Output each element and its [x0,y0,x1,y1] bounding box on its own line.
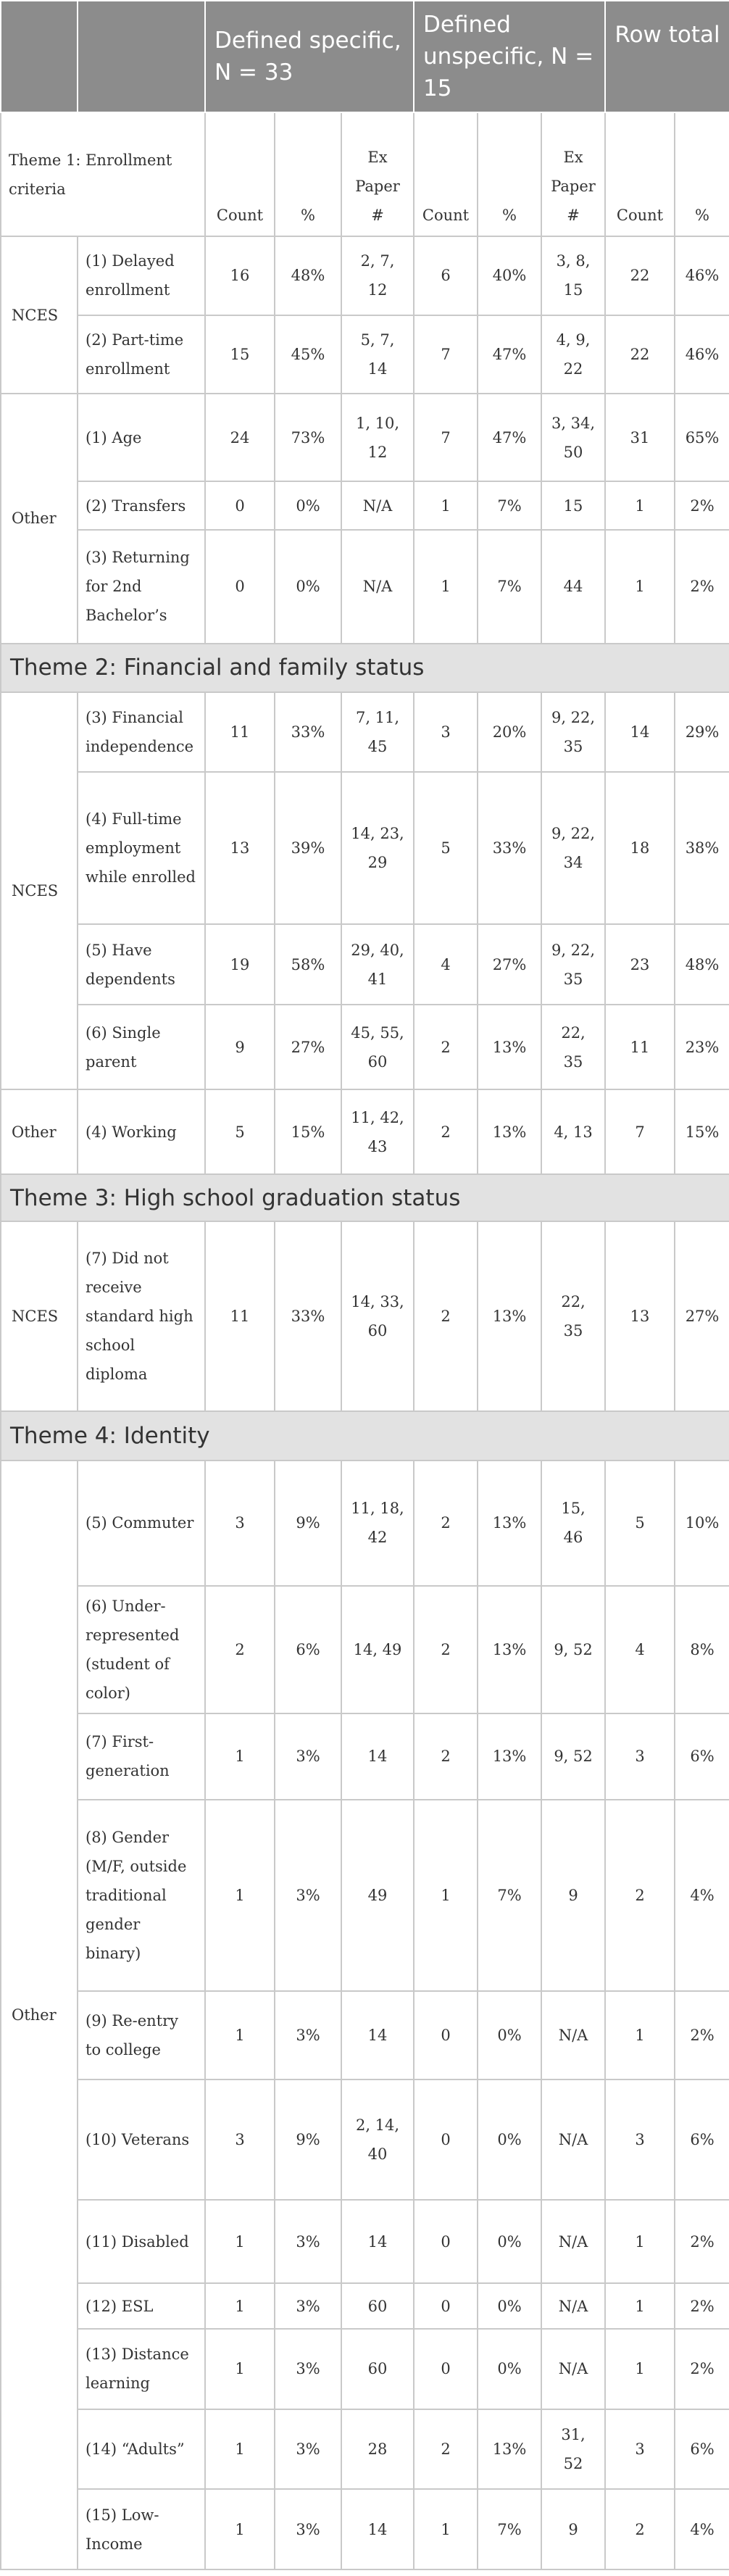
total-percent: 6% [675,2409,729,2490]
total-percent: 2% [675,530,729,643]
specific-count: 24 [205,394,275,481]
criterion-cell: (2) Transfers [78,481,205,530]
specific-count: 0 [205,530,275,643]
criterion-cell: (7) First-generation [78,1713,205,1800]
unspecific-count: 0 [414,2080,478,2201]
criterion-cell: (15) Low-Income [78,2489,205,2569]
specific-ex-paper: 45, 55, 60 [341,1005,414,1089]
specific-count: 1 [205,2409,275,2490]
total-count: 4 [605,1586,675,1713]
specific-percent: 33% [275,692,341,773]
total-percent: 48% [675,924,729,1005]
specific-count: 1 [205,1800,275,1991]
criterion-cell: (7) Did not receive standard high school diploma [78,1221,205,1411]
table-row [1,1005,729,1089]
unspecific-ex-paper: 9, 52 [541,1713,605,1800]
unspecific-percent: 20% [478,692,541,773]
unspecific-count: 1 [414,1800,478,1991]
unspecific-count: 0 [414,2283,478,2329]
table-row [1,2283,729,2329]
total-count: 14 [605,692,675,773]
unspecific-ex-paper: 3, 34, 50 [541,394,605,481]
total-percent: 2% [675,2283,729,2329]
specific-count: 1 [205,2283,275,2329]
total-count: 23 [605,924,675,1005]
unspecific-count: 0 [414,2200,478,2283]
specific-percent: 9% [275,2080,341,2201]
unspecific-percent: 40% [478,236,541,315]
specific-ex-paper: 14, 49 [341,1586,414,1713]
total-count: 5 [605,1461,675,1586]
total-percent: 10% [675,1461,729,1586]
specific-percent: 3% [275,2329,341,2409]
criterion-cell: (5) Commuter [78,1461,205,1586]
criterion-cell: (1) Age [78,394,205,481]
unspecific-ex-paper: 9, 22, 34 [541,772,605,924]
specific-count: 5 [205,1089,275,1174]
unspecific-count: 7 [414,315,478,394]
specific-count: 11 [205,1221,275,1411]
specific-count: 1 [205,2489,275,2569]
table-row [1,772,729,924]
total-percent: 38% [675,772,729,924]
table-row [1,236,729,315]
specific-count: 11 [205,692,275,773]
total-count: 18 [605,772,675,924]
specific-ex-paper: 5, 7, 14 [341,315,414,394]
specific-percent: 33% [275,1221,341,1411]
specific-count: 9 [205,1005,275,1089]
table-row [1,394,729,481]
subheader-ex-paper-unspecific: Ex Paper # [541,112,605,236]
header-row-total: Row total [605,1,729,112]
table-row [1,2489,729,2569]
unspecific-ex-paper: 9 [541,2489,605,2569]
group-label-nces: NCES [1,692,78,1089]
unspecific-percent: 13% [478,1713,541,1800]
unspecific-ex-paper: 9, 52 [541,1586,605,1713]
unspecific-ex-paper: 15, 46 [541,1461,605,1586]
header-criterion [78,1,205,112]
criterion-cell: (4) Working [78,1089,205,1174]
specific-percent: 39% [275,772,341,924]
criterion-cell: (11) Disabled [78,2200,205,2283]
total-count: 3 [605,2409,675,2490]
total-count: 22 [605,236,675,315]
group-label-other: Other [1,1461,78,2569]
theme-4-label: Theme 4: Identity [1,1411,729,1460]
criterion-cell: (13) Distance learning [78,2329,205,2409]
criterion-cell: (3) Returning for 2nd Bachelor’s [78,530,205,643]
header-defined-specific: Defined specific, N = 33 [205,1,414,112]
specific-count: 1 [205,1713,275,1800]
total-percent: 6% [675,1713,729,1800]
total-count: 1 [605,481,675,530]
criterion-cell: (6) Under-represented (student of color) [78,1586,205,1713]
unspecific-count: 2 [414,1586,478,1713]
theme-row [1,644,729,692]
specific-ex-paper: 60 [341,2329,414,2409]
table-row [1,481,729,530]
subheader-count-total: Count [605,112,675,236]
subheader-percent-total: % [675,112,729,236]
specific-count: 1 [205,1991,275,2079]
table-row [1,2409,729,2490]
subheader-percent-specific: % [275,112,341,236]
specific-ex-paper: 49 [341,1800,414,1991]
header-defined-unspecific: Defined unspecific, N = 15 [414,1,605,112]
subheader-count-specific: Count [205,112,275,236]
total-percent: 2% [675,2200,729,2283]
theme-2-label: Theme 2: Financial and family status [1,644,729,692]
unspecific-percent: 33% [478,772,541,924]
table-row [1,1089,729,1174]
specific-percent: 6% [275,1586,341,1713]
unspecific-count: 7 [414,394,478,481]
header-row [1,1,729,112]
unspecific-percent: 13% [478,2409,541,2490]
specific-percent: 3% [275,1800,341,1991]
table-row [1,1991,729,2079]
specific-percent: 3% [275,2489,341,2569]
specific-ex-paper: 60 [341,2283,414,2329]
unspecific-count: 5 [414,772,478,924]
specific-percent: 58% [275,924,341,1005]
unspecific-ex-paper: N/A [541,2329,605,2409]
unspecific-percent: 7% [478,530,541,643]
specific-count: 1 [205,2200,275,2283]
specific-ex-paper: 2, 14, 40 [341,2080,414,2201]
specific-count: 15 [205,315,275,394]
specific-ex-paper: 14 [341,1713,414,1800]
total-count: 3 [605,1713,675,1800]
criterion-cell: (4) Full-time employment while enrolled [78,772,205,924]
table-row [1,2200,729,2283]
unspecific-ex-paper: N/A [541,2080,605,2201]
unspecific-percent: 13% [478,1586,541,1713]
specific-ex-paper: 14, 23, 29 [341,772,414,924]
specific-ex-paper: 2, 7, 12 [341,236,414,315]
specific-percent: 73% [275,394,341,481]
total-percent: 46% [675,315,729,394]
subheader-row [1,112,729,236]
total-percent: 29% [675,692,729,773]
unspecific-count: 1 [414,481,478,530]
unspecific-count: 0 [414,2329,478,2409]
group-label-other: Other [1,1089,78,1174]
unspecific-ex-paper: 44 [541,530,605,643]
total-percent: 65% [675,394,729,481]
specific-percent: 45% [275,315,341,394]
specific-ex-paper: 14 [341,2489,414,2569]
table-row [1,1586,729,1713]
specific-percent: 9% [275,1461,341,1586]
total-count: 2 [605,1800,675,1991]
total-count: 1 [605,2283,675,2329]
specific-count: 3 [205,2080,275,2201]
table-row [1,530,729,643]
total-count: 11 [605,1005,675,1089]
specific-ex-paper: 11, 18, 42 [341,1461,414,1586]
unspecific-ex-paper: 9 [541,1800,605,1991]
unspecific-ex-paper: 22, 35 [541,1221,605,1411]
unspecific-ex-paper: 15 [541,481,605,530]
total-count: 1 [605,530,675,643]
unspecific-percent: 7% [478,1800,541,1991]
specific-percent: 0% [275,481,341,530]
unspecific-count: 0 [414,1991,478,2079]
unspecific-percent: 0% [478,2200,541,2283]
specific-percent: 27% [275,1005,341,1089]
unspecific-ex-paper: 4, 13 [541,1089,605,1174]
unspecific-percent: 47% [478,315,541,394]
total-count: 3 [605,2080,675,2201]
total-count: 1 [605,1991,675,2079]
criterion-cell: (10) Veterans [78,2080,205,2201]
criterion-cell: (3) Financial independence [78,692,205,773]
total-percent: 27% [675,1221,729,1411]
unspecific-percent: 7% [478,481,541,530]
subheader-ex-paper-specific: Ex Paper # [341,112,414,236]
table-row [1,315,729,394]
specific-ex-paper: 28 [341,2409,414,2490]
table-row [1,1800,729,1991]
criterion-cell: (12) ESL [78,2283,205,2329]
specific-count: 13 [205,772,275,924]
total-count: 7 [605,1089,675,1174]
total-count: 2 [605,2489,675,2569]
unspecific-percent: 0% [478,1991,541,2079]
theme-row [1,1411,729,1460]
total-count: 1 [605,2200,675,2283]
total-count: 31 [605,394,675,481]
total-percent: 2% [675,481,729,530]
specific-count: 2 [205,1586,275,1713]
specific-ex-paper: 14 [341,2200,414,2283]
unspecific-percent: 47% [478,394,541,481]
unspecific-count: 2 [414,1005,478,1089]
total-percent: 2% [675,1991,729,2079]
total-count: 1 [605,2329,675,2409]
unspecific-ex-paper: N/A [541,2200,605,2283]
specific-count: 0 [205,481,275,530]
specific-percent: 3% [275,2200,341,2283]
unspecific-ex-paper: 9, 22, 35 [541,924,605,1005]
subheader-count-unspecific: Count [414,112,478,236]
specific-count: 3 [205,1461,275,1586]
specific-percent: 3% [275,1991,341,2079]
criterion-cell: (8) Gender (M/F, outside traditional gender binary) [78,1800,205,1991]
group-label-nces: NCES [1,236,78,394]
total-count: 22 [605,315,675,394]
subheader-percent-unspecific: % [478,112,541,236]
specific-count: 19 [205,924,275,1005]
unspecific-ex-paper: 9, 22, 35 [541,692,605,773]
table-row [1,2080,729,2201]
table-row [1,924,729,1005]
unspecific-count: 4 [414,924,478,1005]
unspecific-percent: 0% [478,2080,541,2201]
table-row [1,692,729,773]
unspecific-count: 2 [414,1221,478,1411]
unspecific-percent: 7% [478,2489,541,2569]
specific-ex-paper: 14, 33, 60 [341,1221,414,1411]
group-label-nces: NCES [1,1221,78,1411]
total-percent: 4% [675,1800,729,1991]
total-percent: 4% [675,2489,729,2569]
total-percent: 2% [675,2329,729,2409]
total-percent: 6% [675,2080,729,2201]
unspecific-count: 2 [414,1713,478,1800]
unspecific-percent: 13% [478,1221,541,1411]
unspecific-ex-paper: N/A [541,1991,605,2079]
criterion-cell: (1) Delayed enrollment [78,236,205,315]
header-group [1,1,78,112]
table-row [1,2329,729,2409]
total-percent: 46% [675,236,729,315]
unspecific-count: 2 [414,1461,478,1586]
unspecific-percent: 27% [478,924,541,1005]
specific-percent: 15% [275,1089,341,1174]
table-row [1,1461,729,1586]
unspecific-percent: 13% [478,1089,541,1174]
specific-count: 1 [205,2329,275,2409]
group-label-other: Other [1,394,78,644]
specific-ex-paper: 7, 11, 45 [341,692,414,773]
unspecific-count: 1 [414,2489,478,2569]
specific-percent: 3% [275,2283,341,2329]
unspecific-ex-paper: 31, 52 [541,2409,605,2490]
specific-percent: 3% [275,2409,341,2490]
total-count: 13 [605,1221,675,1411]
specific-percent: 3% [275,1713,341,1800]
specific-percent: 48% [275,236,341,315]
criterion-cell: (9) Re-entry to college [78,1991,205,2079]
specific-ex-paper: N/A [341,481,414,530]
unspecific-percent: 0% [478,2329,541,2409]
table-row [1,1221,729,1411]
unspecific-ex-paper: 4, 9, 22 [541,315,605,394]
unspecific-percent: 0% [478,2283,541,2329]
specific-percent: 0% [275,530,341,643]
specific-ex-paper: N/A [341,530,414,643]
unspecific-count: 2 [414,1089,478,1174]
total-percent: 15% [675,1089,729,1174]
unspecific-ex-paper: N/A [541,2283,605,2329]
unspecific-ex-paper: 3, 8, 15 [541,236,605,315]
criterion-cell: (2) Part-time enrollment [78,315,205,394]
unspecific-count: 6 [414,236,478,315]
specific-ex-paper: 1, 10, 12 [341,394,414,481]
unspecific-percent: 13% [478,1461,541,1586]
specific-ex-paper: 29, 40, 41 [341,924,414,1005]
specific-ex-paper: 11, 42, 43 [341,1089,414,1174]
specific-ex-paper: 14 [341,1991,414,2079]
criterion-cell: (14) “Adults” [78,2409,205,2490]
criterion-cell: (5) Have dependents [78,924,205,1005]
unspecific-percent: 13% [478,1005,541,1089]
criterion-cell: (6) Single parent [78,1005,205,1089]
theme-3-label: Theme 3: High school graduation status [1,1174,729,1221]
total-percent: 23% [675,1005,729,1089]
unspecific-count: 2 [414,2409,478,2490]
unspecific-ex-paper: 22, 35 [541,1005,605,1089]
total-percent: 8% [675,1586,729,1713]
specific-count: 16 [205,236,275,315]
table-row [1,1713,729,1800]
theme-1-label: Theme 1: Enrollment criteria [1,112,205,236]
theme-row [1,1174,729,1221]
unspecific-count: 1 [414,530,478,643]
unspecific-count: 3 [414,692,478,773]
